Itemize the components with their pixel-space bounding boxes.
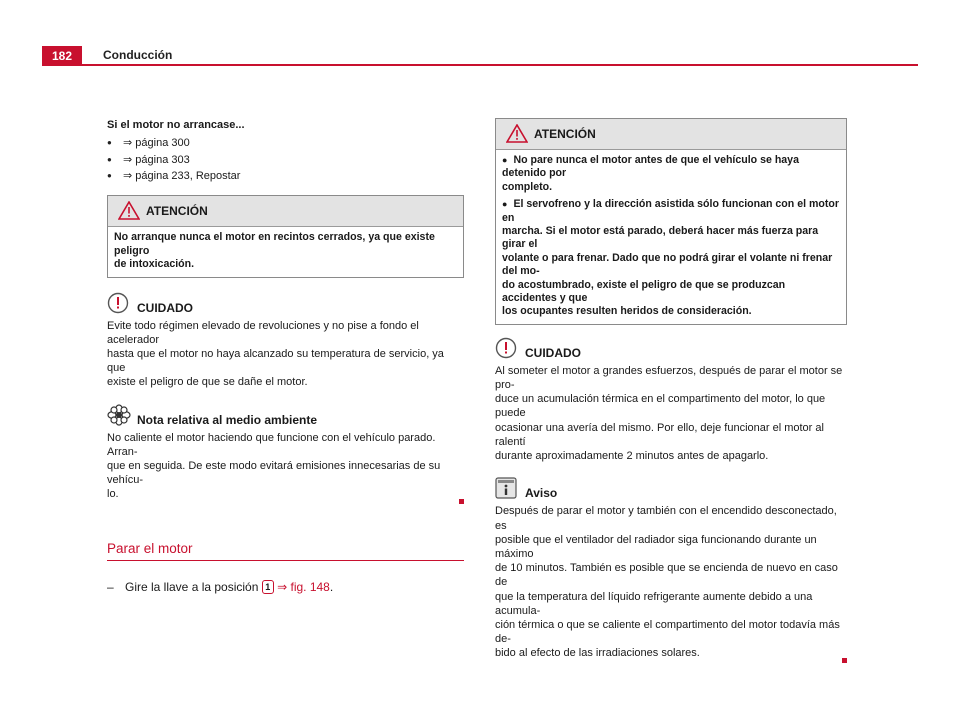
- notice-line: Después de parar el motor y también con el encendido desconectado, es: [495, 505, 837, 532]
- caution-line: hasta que el motor no haya alcanzado su temperatura de servicio, ya que: [107, 348, 444, 375]
- warning-header: [496, 119, 846, 150]
- right-column: [495, 118, 847, 667]
- step-text: Gire la llave a la posición: [125, 580, 259, 595]
- notice-title: Aviso: [525, 486, 558, 501]
- notice-line: bido al efecto de las irradiaciones solares.: [495, 647, 700, 660]
- caution-exclamation-icon: [107, 292, 129, 314]
- header-rule: [82, 64, 918, 66]
- warning-box: [495, 118, 847, 325]
- step-end: .: [329, 580, 334, 595]
- reference-item[interactable]: ● ⇒ página 300: [107, 136, 464, 152]
- warning-line: de intoxicación.: [114, 258, 195, 271]
- environment-header: [107, 404, 464, 428]
- warning-line: No arranque nunca el motor en recintos cerrados, ya que existe peligro: [114, 231, 435, 257]
- intro-heading: Si el motor no arrancase...: [107, 119, 245, 131]
- warning-line: do acostumbrado, existe el peligro de que se produzcan accidentes y que: [502, 278, 786, 305]
- notice-text: [495, 504, 847, 660]
- warning-triangle-icon: [118, 201, 140, 220]
- warning-text: [496, 150, 846, 324]
- caution-text: [495, 364, 847, 463]
- caution-line: durante aproximadamente 2 minutos antes de apagarlo.: [495, 450, 769, 463]
- caution-header: [107, 292, 464, 316]
- caution-line: ocasionar una avería del mismo. Por ello, deje funcionar el motor al ralentí: [495, 421, 824, 448]
- warning-text: [108, 227, 463, 276]
- warning-header: [108, 196, 463, 227]
- notice-header: [495, 477, 847, 501]
- figure-link[interactable]: ⇒ fig. 148: [277, 580, 330, 595]
- warning-item: ● No pare nunca el motor antes de que el vehículo se haya detenido por completo.: [502, 154, 840, 194]
- caution-title: CUIDADO: [525, 345, 581, 360]
- reference-item[interactable]: ● ⇒ página 233, Repostar: [107, 169, 464, 185]
- notice-line: que la temperatura del líquido refrigerante aumente debido a una acumula-: [495, 590, 813, 617]
- warning-line: completo.: [502, 180, 553, 193]
- reference-list: [107, 136, 464, 185]
- section-title: Parar el motor: [107, 542, 464, 561]
- caution-text: [107, 319, 464, 390]
- environment-line: que en seguida. De este modo evitará emisiones innecesarias de su vehícu-: [107, 460, 441, 487]
- environment-line: No caliente el motor haciendo que funcione con el vehículo parado. Arran-: [107, 431, 436, 458]
- info-notice-icon: [495, 477, 517, 499]
- warning-line: volante o para frenar. Dado que no podrá girar el volante ni frenar del mo-: [502, 251, 833, 278]
- warning-line: No pare nunca el motor antes de que el vehículo se haya detenido por: [502, 154, 799, 180]
- environment-text: [107, 431, 464, 502]
- left-column: [107, 118, 464, 595]
- caution-line: duce un acumulación térmica en el compartimento del motor, lo que puede: [495, 393, 826, 420]
- notice-line: posible que el ventilador del radiador siga funcionando durante un máximo: [495, 533, 817, 560]
- page-number: 182: [42, 46, 82, 66]
- position-badge: 1: [262, 580, 274, 594]
- environment-line: lo.: [107, 488, 119, 501]
- notice-line: ción térmica o que se caliente el compartimento del motor todavía más de-: [495, 618, 840, 646]
- warning-line: marcha. Si el motor está parado, deberá hacer más fuerza para girar el: [502, 225, 819, 251]
- section-end-marker: [842, 658, 847, 663]
- environment-flower-icon: [107, 404, 131, 426]
- instruction-step: [107, 579, 464, 595]
- warning-line: los ocupantes resulten heridos de consideración.: [502, 305, 752, 318]
- chapter-title: Conducción: [103, 48, 173, 62]
- environment-title: Nota relativa al medio ambiente: [137, 412, 318, 427]
- notice-line: de 10 minutos. También es posible que se encienda de nuevo en caso de: [495, 562, 838, 589]
- warning-line: El servofreno y la dirección asistida sólo funcionan con el motor en: [502, 198, 839, 224]
- caution-line: Al someter el motor a grandes esfuerzos, después de parar el motor se pro-: [495, 364, 843, 392]
- warning-title: ATENCIÓN: [534, 127, 596, 141]
- reference-item[interactable]: ● ⇒ página 303: [107, 153, 464, 169]
- page-header: [42, 46, 918, 66]
- step-dash: –: [107, 580, 114, 595]
- warning-triangle-icon: [506, 124, 528, 143]
- caution-line: existe el peligro de que se dañe el motor.: [107, 376, 308, 389]
- caution-line: Evite todo régimen elevado de revoluciones y no pise a fondo el acelerador: [107, 319, 419, 346]
- warning-box: [107, 195, 464, 277]
- section-end-marker: [459, 499, 464, 504]
- warning-title: ATENCIÓN: [146, 204, 208, 219]
- caution-header: [495, 337, 847, 361]
- warning-item: ● El servofreno y la dirección asistida sólo funcionan con el motor en marcha. Si el motor está parado, deberá hacer más fuerza para girar el volante o para frenar. Dado que no podrá girar el volante ni frenar del mo- do acostumbrado, existe el peligro de que se produzcan accidentes y que los ocupantes resulten heridos de consideración.: [502, 198, 839, 318]
- caution-title: CUIDADO: [137, 300, 193, 315]
- caution-exclamation-icon: [495, 337, 517, 359]
